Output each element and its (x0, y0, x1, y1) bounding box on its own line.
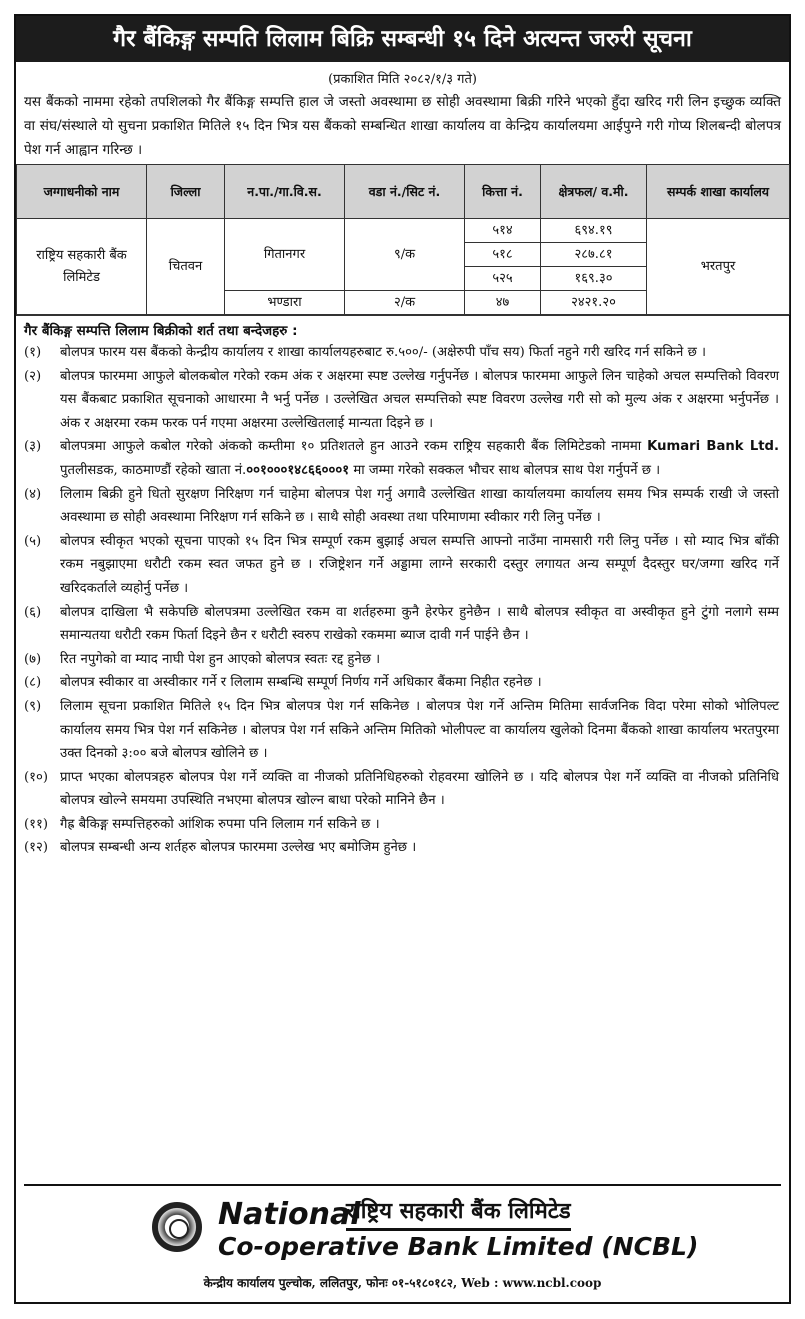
cell-municipality: भण्डारा (225, 291, 345, 315)
item-text-part: पुतलीसडक, काठमाण्डौं रहेको खाता नं. (60, 462, 247, 478)
item-number: (१) (24, 345, 42, 360)
item-number: (७) (24, 651, 42, 667)
item-text: रित नपुगेको वा म्याद नाघी पेश हुन आएको बोलपत्र स्वतः रद्द हुनेछ । (60, 651, 381, 667)
list-item (24, 365, 779, 436)
item-text: लिलाम बिक्री हुने धितो सुरक्षण निरिक्षण गर्न चाहेमा बोलपत्र पेश गर्नु अगावै उल्लेखित शाखा कार्यालयमा कार्यालय समय भित्र सम्पर्क राखी जे जस्तो अवस्थामा छ सोही अवस्थामा निरिक्षण गर्न सकिने छ । साथै सोही अवस्था तथा परिमाणमा स्वीकार गरी लिनु पर्नेछ । (60, 486, 779, 526)
bank-name-en-line2: Co-operative Bank Limited (NCBL) (218, 1232, 699, 1261)
list-item (24, 836, 779, 860)
list-item (24, 483, 779, 530)
item-text (60, 435, 779, 482)
item-text: बोलपत्र सम्बन्धी अन्य शर्तहरु बोलपत्र फारममा उल्लेख भए बमोजिम हुनेछ । (60, 840, 417, 856)
item-text: बोलपत्र स्वीकार वा अस्वीकार गर्ने र लिलाम सम्बन्धि सम्पूर्ण निर्णय गर्ने अधिकार बैंकमा निहीत रहनेछ । (60, 675, 542, 691)
item-number: (२) (24, 368, 42, 384)
cell-ward: ९/क (345, 219, 465, 291)
header-branch: सम्पर्क शाखा कार्यालय (647, 165, 790, 219)
bank-address: केन्द्रीय कार्यालय पुल्चोक, ललितपुर, फोनः ०१-५१८०१८२, Web : www.ncbl.coop (203, 1276, 602, 1290)
list-item (24, 695, 779, 766)
header-municipality: न.पा./गा.वि.स. (225, 165, 345, 219)
item-text-part: बोलपत्रमा आफुले कबोल गरेको अंकको कम्तीमा १० प्रतिशतले हुन आउने रकम राष्ट्रिय सहकारी बैंक लिमिटेडको नाममा (60, 439, 642, 455)
item-number: (८) (24, 675, 42, 691)
item-number: (४) (24, 486, 42, 502)
table-header-row (17, 165, 790, 219)
item-text: बोलपत्र दाखिला भै सकेपछि बोलपत्रमा उल्लेखित रकम वा शर्तहरुमा कुनै हेरफेर हुनेछैन । साथै बोलपत्र स्वीकृत वा अस्वीकृत हुने टुंगो नलागे सम्म समान्यतया धरौटी रकम फिर्ता दिइने छैन र धरौटी स्वरुप राखेको रकममा ब्याज दावी गर्न पाईने छैन । (60, 604, 779, 644)
cell-ward: २/क (345, 291, 465, 315)
list-item (24, 813, 779, 837)
cell-area: १६९.३० (541, 267, 647, 291)
item-text: प्राप्त भएका बोलपत्रहरु बोलपत्र पेश गर्ने व्यक्ति वा नीजको प्रतिनिधिहरुको रोहवरमा खोलिने छ । यदि बोलपत्र पेश गर्ने व्यक्ति वा नीजको प्रतिनिधि बोलपत्र खोल्ने समयमा उपस्थिति नभएमा बोलपत्र खोल्न बाधा परेको मानिने छैन । (60, 769, 779, 809)
item-number: (५) (24, 533, 42, 549)
list-item (24, 601, 779, 648)
list-item (24, 530, 779, 601)
item-text: बोलपत्र फारममा आफुले बोलकबोल गरेको रकम अंक र अक्षरमा स्पष्ट उल्लेख गर्नुपर्नेछ । बोलपत्र फारममा आफुले लिन चाहेको अचल सम्पत्तिको विवरण यस बैंकबाट प्रकाशित सूचनाको आधारमा नै भर्नु पर्नेछ । उल्लेखित अचल सम्पत्तिको स्पष्ट विवरण उल्लेख गरी सो को मुल्य अंक र अक्षरमा भर्नुपर्नेछ । अंक र अक्षरमा रकम फरक पर्न गएमा अक्षरमा उल्लेखितलाई मान्यता दिइने छ । (60, 368, 779, 431)
cell-district: चितवन (147, 219, 225, 315)
item-number: (१०) (24, 769, 49, 785)
cell-municipality: गितानगर (225, 219, 345, 291)
published-date: (प्रकाशित मिति २०८२/१/३ गते) (328, 72, 477, 87)
cell-area: ६९४.१९ (541, 219, 647, 243)
header-owner: जग्गाधनीको नाम (17, 165, 147, 219)
cell-owner: राष्ट्रिय सहकारी बैंक लिमिटेड (17, 219, 147, 315)
notice-frame (14, 14, 791, 1304)
bank-name-en-line1: National (218, 1197, 361, 1232)
cell-area: २४२१.२० (541, 291, 647, 315)
list-item (24, 341, 779, 365)
item-number: (९) (24, 698, 42, 714)
conditions-list (16, 341, 789, 860)
table-row (17, 219, 790, 243)
cell-kitta: ५१४ (465, 219, 541, 243)
notice-title: गैर बैंकिङ्ग सम्पति लिलाम बिक्रि सम्बन्धी १५ दिने अत्यन्त जरुरी सूचना (16, 16, 789, 62)
item-text-part: मा जम्मा गरेको सक्कल भौचर साथ बोलपत्र साथ पेश गर्नुपर्ने छ । (353, 462, 661, 478)
cell-kitta: ५१८ (465, 243, 541, 267)
cell-kitta: ५२५ (465, 267, 541, 291)
bank-name: Kumari Bank Ltd. (647, 439, 779, 455)
header-kitta: कित्ता नं. (465, 165, 541, 219)
item-text: गैह्र बैकिङ्ग सम्पत्तिहरुको आंशिक रुपमा पनि लिलाम गर्न सकिने छ । (60, 816, 380, 832)
header-district: जिल्ला (147, 165, 225, 219)
item-text: लिलाम सूचना प्रकाशित मितिले १५ दिन भित्र बोलपत्र पेश गर्न सकिनेछ । बोलपत्र पेश गर्ने अन्तिम मितिमा सार्वजनिक विदा परेमा सोको भोलिपल्ट कार्यालय समय भित्र पेश गर्न सकिनेछ । बोलपत्र पेश गर्न सकिने अन्तिम मितिको भोलीपल्ट वा कार्यालय खुलेको दिनमा बैंकको शाखा कार्यालय भरतपुरमा उक्त दिनको ३:०० बजे बोलपत्र खोलिने छ । (60, 698, 779, 762)
list-item (24, 648, 779, 672)
header-ward: वडा नं./सिट नं. (345, 165, 465, 219)
item-number: (१२) (24, 840, 49, 856)
cell-area: २८७.८१ (541, 243, 647, 267)
item-number: (६) (24, 604, 42, 620)
header-area: क्षेत्रफल/ व.मी. (541, 165, 647, 219)
list-item (24, 766, 779, 813)
conditions-heading: गैर बैंकिङ्ग सम्पत्ति लिलाम बिक्रीको शर्त तथा बन्देजहरु : (16, 315, 789, 341)
item-text: बोलपत्र स्वीकृत भएको सूचना पाएको १५ दिन भित्र सम्पूर्ण रकम बुझाई अचल सम्पत्ति आफ्नो नाउँमा नामसारी गरी लिनु पर्नेछ । सो म्याद भित्र बाँकी रकम नबुझाएमा धरौटी रकम स्वत जफत हुने छ । रजिष्ट्रेशन गर्ने अड्डामा लाग्ने सरकारी दस्तुर लगायत अन्य सम्पूर्ण दैदस्तुर घर/जग्गा खरिद गर्ने खरिदकर्ताले व्यहोर्नु पर्नेछ । (60, 533, 779, 596)
ncbl-seal-icon (152, 1202, 202, 1252)
item-number: (११) (24, 816, 49, 832)
cell-branch: भरतपुर (647, 219, 790, 315)
item-number: (३) (24, 439, 42, 455)
bank-name-np: राष्ट्रिय सहकारी बैंक लिमिटेड (346, 1196, 571, 1231)
bank-footer (24, 1184, 781, 1302)
list-item (24, 671, 779, 695)
cell-kitta: ४७ (465, 291, 541, 315)
property-table (16, 164, 790, 315)
intro-paragraph: यस बैंकको नाममा रहेको तपशिलको गैर बैंकिङ्ग सम्पत्ति हाल जे जस्तो अवस्थामा छ सोही अवस्थामा बिक्री गरिने भएको हुँदा खरिद गरी लिन इच्छुक व्यक्ति वा संघ/संस्थाले यो सुचना प्रकाशित मितिले १५ दिन भित्र यस बैंकको सम्बन्धित शाखा कार्यालय वा केन्द्रिय कार्यालयमा आईपुग्ने गरी गोप्य शिलबन्दी बोलपत्र पेश गर्न आह्वान गरिन्छ । (24, 94, 781, 158)
item-text: बोलपत्र फारम यस बैंकको केन्द्रीय कार्यालय र शाखा कार्यालयहरुबाट रु.५००/- (अक्षेरुपी पाँच सय) फिर्ता नहुने गरी खरिद गर्न सकिने छ । (60, 345, 707, 360)
list-item (24, 435, 779, 482)
account-number: ००१०००१४८६६०००१ (246, 462, 350, 478)
